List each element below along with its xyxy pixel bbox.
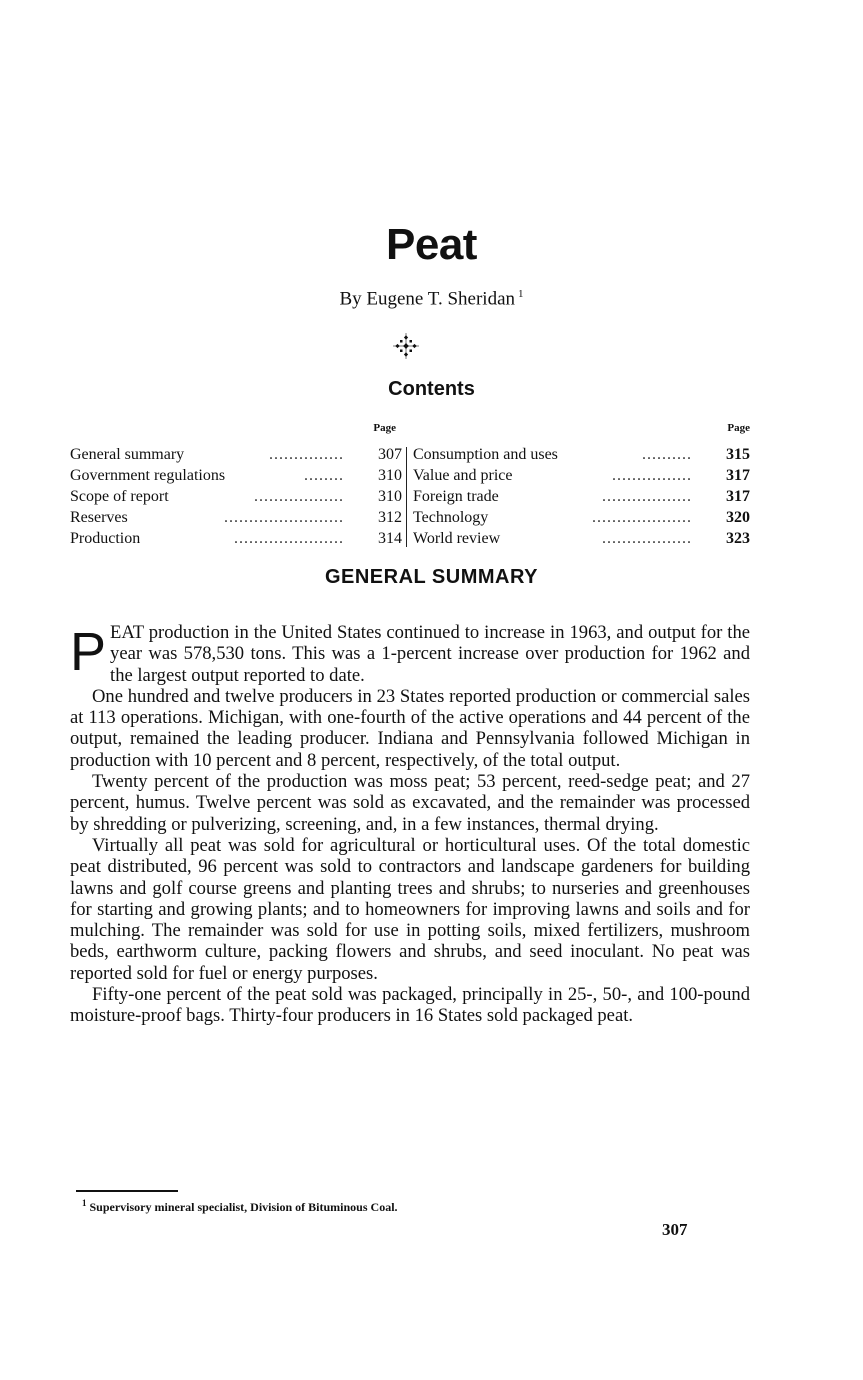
toc-entry-page: 314 [378, 530, 402, 547]
toc-entry-page: 323 [726, 530, 750, 547]
toc-leader: ........ [304, 467, 344, 484]
toc-entry[interactable] [70, 507, 402, 528]
toc-entry-label: Scope of report [70, 488, 169, 505]
paragraph: Fifty-one percent of the peat sold was packaged, principally in 25-, 50-, and 100-pound moisture-proof bags. Thirty-four producers in 16 States sold packaged peat. [70, 984, 750, 1027]
toc-entry-label: Technology [413, 509, 489, 526]
paragraph-text: EAT production in the United States continued to increase in 1963, and output for the year was 578,530 tons. This was a 1-percent increase over production for 1962 and the largest output reported to date. [110, 622, 750, 686]
toc-entry-label: Value and price [413, 467, 513, 484]
footnote-text: Supervisory mineral specialist, Division of Bituminous Coal. [89, 1200, 398, 1214]
fleuron-ornament-icon [393, 333, 419, 359]
toc-entry-label: Government regulations [70, 467, 226, 484]
toc-entry-page: 310 [378, 488, 402, 505]
toc-page-column-label: Page [373, 422, 396, 434]
footnote-marker: 1 [518, 288, 524, 300]
toc-leader: ........................ [224, 509, 344, 526]
toc-entry-page: 320 [726, 509, 750, 526]
toc-entry-page: 312 [378, 509, 402, 526]
toc-entry[interactable] [413, 507, 750, 528]
toc-leader: ...................... [234, 530, 344, 547]
toc-entry[interactable] [413, 528, 750, 549]
footnote-rule [76, 1190, 178, 1192]
toc-entry[interactable] [70, 486, 402, 507]
author-byline [0, 288, 863, 310]
toc-leader: .................. [254, 488, 344, 505]
paragraph [70, 622, 750, 686]
toc-entry-label: Foreign trade [413, 488, 499, 505]
toc-entry-page: 307 [378, 446, 402, 463]
toc-leader: .................... [592, 509, 692, 526]
toc-leader: .................. [602, 488, 692, 505]
toc-entry[interactable] [413, 444, 750, 465]
toc-leader: .................. [602, 530, 692, 547]
table-of-contents [70, 422, 750, 552]
toc-entry[interactable] [70, 528, 402, 549]
footnote-mark: 1 [82, 1198, 87, 1208]
footnote [82, 1198, 398, 1215]
toc-entry[interactable] [70, 444, 402, 465]
toc-entry[interactable] [413, 465, 750, 486]
toc-entry[interactable] [70, 465, 402, 486]
contents-heading: Contents [388, 378, 475, 400]
page-title: Peat [386, 220, 477, 269]
toc-entry-page: 315 [726, 446, 750, 463]
toc-column-divider [406, 447, 407, 547]
section-heading: GENERAL SUMMARY [324, 566, 539, 588]
toc-entry[interactable] [413, 486, 750, 507]
paragraph: One hundred and twelve producers in 23 States reported production or commercial sales at 113 operations. Michigan, with one-fourth of the active operations and 44 percent of the output, remained the leading producer. Indiana and Pennsylvania followed Michigan in production with 10 percent and 8 percent, respectively, of the total output. [70, 685, 750, 771]
paragraph: Virtually all peat was sold for agricultural or horticultural uses. Of the total domestic peat distributed, 96 percent was sold to contractors and landscape gardeners for building lawns and golf course greens and planting trees and shrubs; to nurseries and greenhouses for starting and growing plants; and to homeowners for improving lawns and soils and for mulching. The remainder was sold for use in potting soils, mixed fertilizers, mushroom beds, earthworm culture, packing flowers and shrubs, and seed inoculant. No peat was reported sold for fuel or energy purposes. [70, 834, 750, 984]
author-name: By Eugene T. Sheridan [339, 288, 516, 310]
toc-page-column-label: Page [727, 422, 750, 434]
toc-entry-page: 310 [378, 467, 402, 484]
toc-entry-page: 317 [726, 488, 750, 505]
paragraph: Twenty percent of the production was moss peat; 53 percent, reed-sedge peat; and 27 percent, humus. Twelve percent was sold as excavated, and the remainder was processed by shredding or pulverizing, screening, and, in a few instances, thermal drying. [70, 771, 750, 835]
toc-leader: ............... [269, 446, 344, 463]
toc-entry-label: Consumption and uses [413, 446, 558, 463]
toc-entry-label: World review [413, 530, 501, 547]
toc-entry-label: General summary [70, 446, 185, 463]
toc-leader: .......... [642, 446, 692, 463]
toc-entry-page: 317 [726, 467, 750, 484]
toc-entry-label: Production [70, 530, 141, 547]
page-number: 307 [662, 1220, 688, 1239]
toc-entry-label: Reserves [70, 509, 128, 526]
general-summary-body [70, 622, 750, 1027]
toc-leader: ................ [612, 467, 692, 484]
drop-cap: P [70, 622, 107, 682]
